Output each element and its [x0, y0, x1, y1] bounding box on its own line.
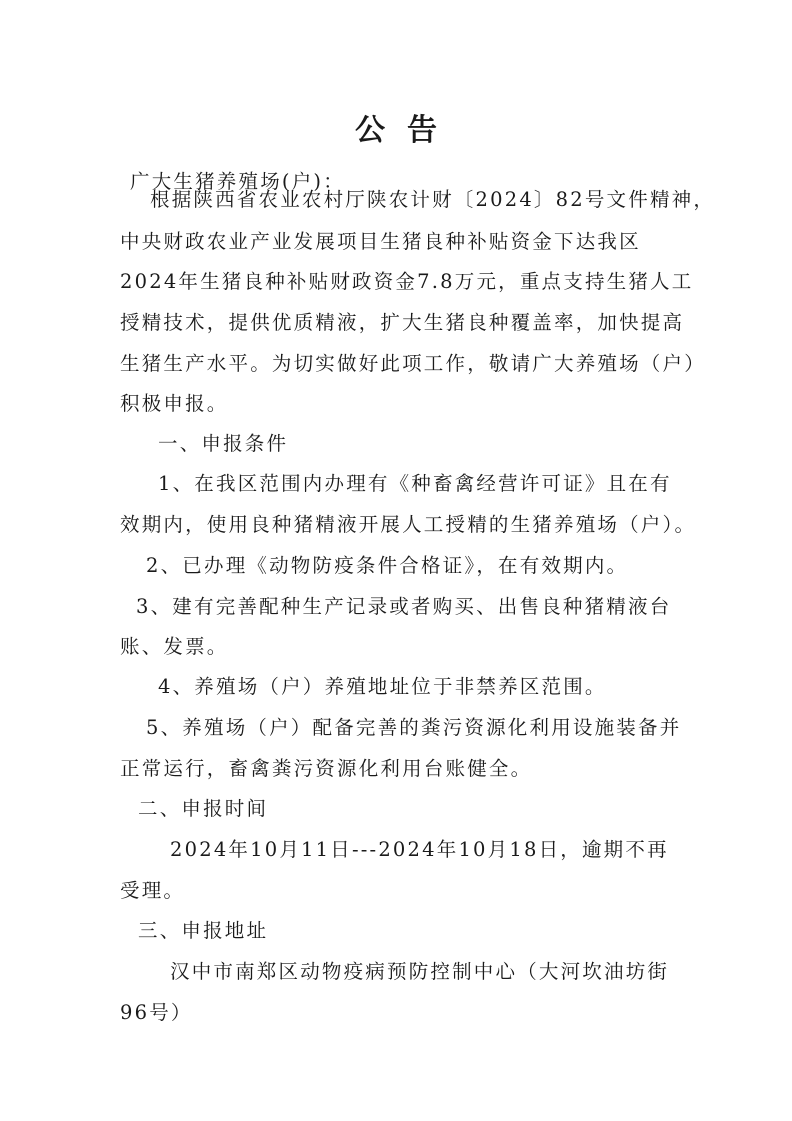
- body-line: 生猪生产水平。为切实做好此项工作，敬请广大养殖场（户）: [120, 352, 706, 375]
- body-line: 三、申报地址: [138, 919, 269, 942]
- body-line: 正常运行，畜禽粪污资源化利用台账健全。: [120, 757, 533, 780]
- body-line: 96号）: [120, 1001, 193, 1024]
- body-line: 二、申报时间: [138, 797, 269, 820]
- body-line: 受理。: [120, 879, 186, 902]
- body-line: 根据陕西省农业农村厅陕农计财〔2024〕82号文件精神，: [150, 188, 716, 211]
- body-line: 1、在我区范围内办理有《种畜禽经营许可证》且在有: [158, 472, 672, 495]
- body-line: 4、养殖场（户）养殖地址位于非禁养区范围。: [158, 675, 607, 698]
- body-line: 一、申报条件: [158, 432, 289, 455]
- body-line: 积极申报。: [120, 392, 229, 415]
- body-line: 5、养殖场（户）配备完善的粪污资源化利用设施装备并: [146, 716, 682, 739]
- document-title: 公告: [355, 113, 459, 148]
- body-line: 2024年生猪良种补贴财政资金7.8万元，重点支持生猪人工: [120, 270, 694, 293]
- body-line: 2、已办理《动物防疫条件合格证》，在有效期内。: [146, 554, 629, 577]
- body-line: 3、建有完善配种生产记录或者购买、出售良种猪精液台: [136, 595, 672, 618]
- salutation: 广大生猪养殖场(户)：: [130, 170, 345, 193]
- body-line: 中央财政农业产业发展项目生猪良种补贴资金下达我区: [120, 230, 641, 253]
- body-line: 账、发票。: [120, 635, 229, 658]
- body-line: 2024年10月11日---2024年10月18日，逾期不再: [170, 838, 669, 861]
- body-line: 授精技术，提供优质精液，扩大生猪良种覆盖率，加快提高: [120, 311, 685, 334]
- body-line: 效期内，使用良种猪精液开展人工授精的生猪养殖场（户）。: [120, 513, 697, 536]
- body-line: 汉中市南郑区动物疫病预防控制中心（大河坎油坊街: [170, 960, 670, 983]
